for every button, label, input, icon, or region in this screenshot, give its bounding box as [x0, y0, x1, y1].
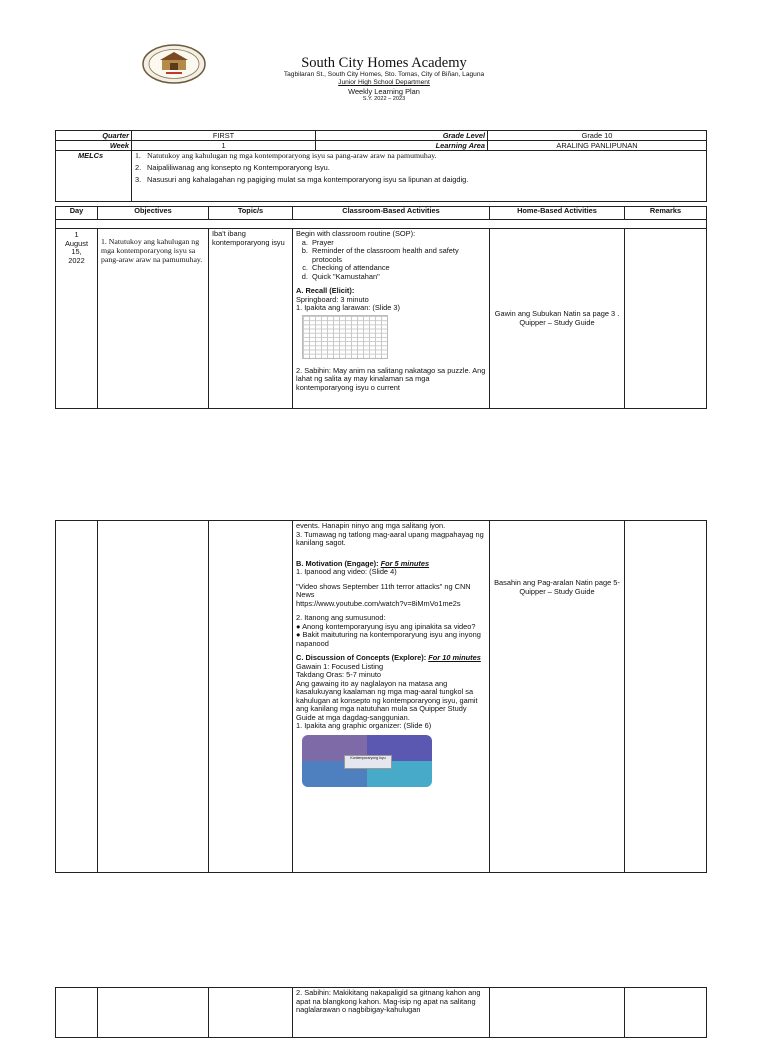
learning-area-label: Learning Area [316, 141, 488, 151]
remarks-cell [625, 521, 707, 873]
classroom-activities-cell: Begin with classroom routine (SOP): a. Prayer b. Reminder of the classroom health and safety protocols c. Checking of attendance d. Quick "Kamustahan" A. Recall (Elicit): Springboard: 3 minuto 1. Ipakita ang larawan: (Slide 3) 2. Sabihin: May anim na salitang nakatago sa puzzle. Ang lahat ng salita ay may kinalaman sa mga kontemporaryong isyu o current [293, 229, 490, 409]
school-seal-logo [142, 44, 206, 84]
objective-cell [98, 988, 209, 1038]
objective-cell: 1. Natutukoy ang kahulugan ng mga kontemporaryong isyu sa pang-araw araw na pamumuhay. [98, 229, 209, 409]
document-header [250, 55, 518, 103]
col-day: Day [56, 207, 98, 220]
topic-cell: Iba't ibang kontemporaryong isyu [209, 229, 293, 409]
classroom-activities-cell: events. Hanapin ninyo ang mga salitang iyon. 3. Tumawag ng tatlong mag-aaral upang magpahayag ng kanilang sagot. B. Motivation (Engage): For 5 minutes 1. Ipanood ang video: (Slide 4) "Video shows September 11th terror attacks" ng CNN News https://www.youtube.com/watch?v=8iMmVo1me2s 2. Itanong ang sumusunod: ● Anong kontemporaryung isyu ang ipinakita sa video? ● Bakit maituturing na kontemporaryung isyu ang inyong napanood C. Discussion of Concepts (Explore): For 10 minutes Gawain 1: Focused Listing Takdang Oras: 5-7 minuto Ang gawaing ito ay naglalayon na matasa ang kasalukuyang kaalaman ng mga mag-aaral tungkol sa kahulugan at konsepto ng kontemporaryong isyu, gamit ang kanilang mga natutuhan mula sa Quipper Study Guide at mga dagdag-sanggunian. 1. Ipakita ang graphic organizer: (Slide 6) Kontemporaryong Isyu [293, 521, 490, 873]
info-table [55, 130, 707, 202]
day-cell: 1 August 15, 2022 [56, 229, 98, 409]
col-home-activities: Home-Based Activities [490, 207, 625, 220]
plan-title: Weekly Learning Plan [348, 87, 420, 96]
routine-list: a. Prayer b. Reminder of the classroom health and safety protocols c. Checking of attendance d. Quick "Kamustahan" [310, 239, 486, 282]
quarter-value: FIRST [132, 131, 316, 141]
remarks-cell [625, 229, 707, 409]
school-address: Tagbilaran St., South City Homes, Sto. Tomas, City of Biñan, Laguna [283, 71, 485, 78]
melcs-label: MELCs [56, 151, 132, 202]
remarks-cell [625, 988, 707, 1038]
plan-table-page-3 [55, 987, 707, 1038]
home-activities-cell: Gawin ang Subukan Natin sa page 3 . Quipper – Study Guide [490, 229, 625, 409]
organizer-center-box: Kontemporaryong Isyu [344, 755, 392, 769]
quarter-label: Quarter [56, 131, 132, 141]
melc-item: 3. Nasusuri ang kahalagahan ng pagiging mulat sa mga kontemporaryong isyu sa lipunan at daigdig. [135, 175, 469, 184]
grade-level-label: Grade Level [316, 131, 488, 141]
col-classroom-activities: Classroom-Based Activities [293, 207, 490, 220]
school-name: South City Homes Academy [301, 55, 467, 71]
plan-table-page-1 [55, 206, 707, 409]
plan-table-page-2 [55, 520, 707, 873]
discussion-heading: C. Discussion of Concepts (Explore): [296, 653, 427, 662]
school-year: S.Y. 2022 – 2023 [362, 96, 406, 102]
video-url: https://www.youtube.com/watch?v=8iMmVo1me2s [296, 598, 461, 608]
col-topics: Topic/s [209, 207, 293, 220]
department-name: Junior High School Department [338, 79, 430, 86]
melcs-list [135, 151, 703, 184]
topic-cell [209, 988, 293, 1038]
motivation-heading: B. Motivation (Engage): [296, 558, 379, 568]
recall-heading: A. Recall (Elicit): [296, 286, 355, 295]
classroom-activities-cell: 2. Sabihin: Makikitang nakapaligid sa gitnang kahon ang apat na blangkong kahon. Mag-isip ng apat na salitang naglalarawan o nagbibigay-kahulugan [293, 988, 490, 1038]
day-cell [56, 521, 98, 873]
day-cell [56, 988, 98, 1038]
melc-item: 2. Naipaliliwanag ang konsepto ng Kontemporaryong Isyu. [135, 163, 330, 172]
home-activities-cell [490, 988, 625, 1038]
graphic-organizer [302, 735, 432, 787]
spacer-row [56, 220, 707, 229]
col-objectives: Objectives [98, 207, 209, 220]
objective-cell [98, 521, 209, 873]
week-label: Week [56, 141, 132, 151]
learning-area-value: ARALING PANLIPUNAN [488, 141, 707, 151]
col-remarks: Remarks [625, 207, 707, 220]
home-activities-cell: Basahin ang Pag-aralan Natin page 5- Quipper – Study Guide [490, 521, 625, 873]
word-search-puzzle [302, 315, 388, 359]
grade-level-value: Grade 10 [488, 131, 707, 141]
topic-cell [209, 521, 293, 873]
week-value: 1 [132, 141, 316, 151]
melcs-content [132, 151, 707, 202]
melc-item: 1. Natutukoy ang kahulugan ng mga kontemporaryong isyu sa pang-araw araw na pamumuhay. [135, 151, 437, 160]
